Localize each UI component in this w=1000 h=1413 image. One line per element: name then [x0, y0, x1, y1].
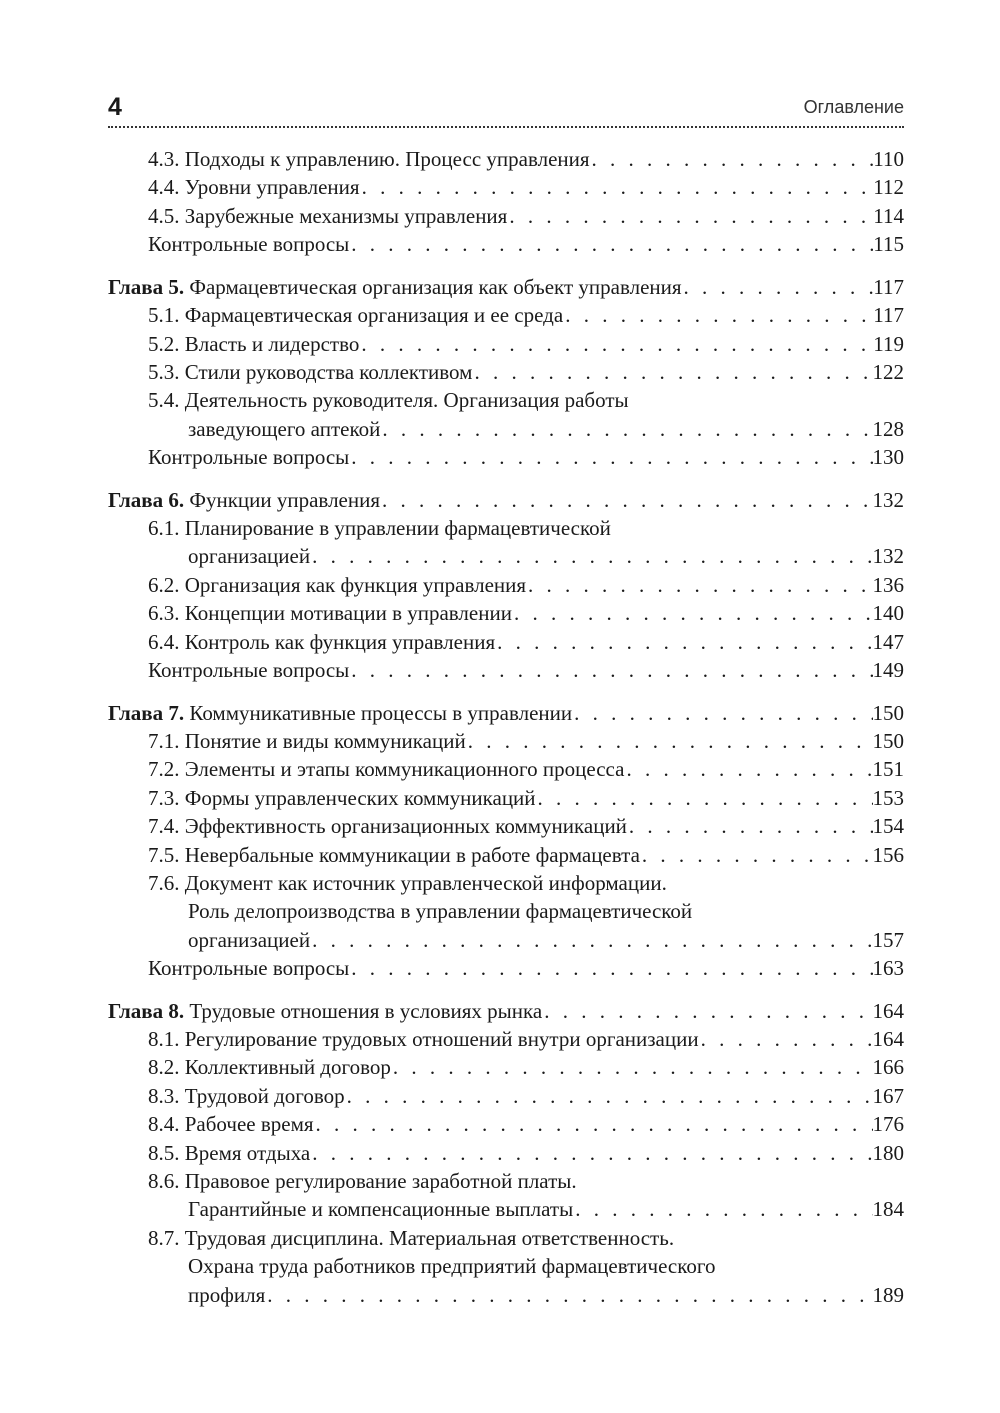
dot-leader: [349, 656, 872, 684]
toc-entry[interactable]: [108, 202, 904, 230]
toc-entry[interactable]: [108, 571, 904, 599]
toc-entry-title: [188, 1252, 715, 1280]
toc-entry[interactable]: [108, 1167, 904, 1195]
dot-leader: [573, 1195, 872, 1223]
entry-text: 8.7. Трудовая дисциплина. Материальная ответственность.: [148, 1225, 675, 1250]
toc-entry-title: [148, 812, 627, 840]
toc-entry[interactable]: [108, 727, 904, 755]
toc-entry-title: [108, 997, 542, 1025]
dot-leader: [345, 1082, 873, 1110]
chapter-label: Глава 5.: [108, 274, 185, 299]
toc-entry-title: [148, 1053, 391, 1081]
toc-entry[interactable]: [108, 386, 904, 414]
entry-text: 5.4. Деятельность руководителя. Организация работы: [148, 388, 629, 413]
toc-entry-title: [148, 784, 536, 812]
toc-entry-title: [148, 1139, 310, 1167]
toc-entry-title: [188, 542, 310, 570]
toc-entry[interactable]: [108, 443, 904, 471]
toc-page-number: 176: [872, 1112, 904, 1137]
running-title: Оглавление: [803, 97, 904, 117]
toc-entry[interactable]: [108, 358, 904, 386]
toc-entry-title: [188, 415, 380, 443]
toc-entry-title: [148, 230, 349, 258]
chapter-label: Глава 6.: [108, 487, 185, 512]
toc-page-number: 149: [872, 658, 904, 683]
toc-entry-title: [148, 628, 495, 656]
toc-page-number: 119: [873, 331, 904, 356]
toc-entry[interactable]: [108, 173, 904, 201]
toc-entry[interactable]: [108, 599, 904, 627]
dot-leader: [507, 202, 873, 230]
toc-entry-title: [108, 486, 380, 514]
toc-entry-title: [148, 1110, 314, 1138]
entry-text: 7.6. Документ как источник управленческой информации.: [148, 870, 667, 895]
toc-entry-title: [148, 869, 667, 897]
toc-page-number: 122: [872, 359, 904, 384]
dot-leader: [640, 841, 873, 869]
entry-text: 6.3. Концепции мотивации в управлении: [148, 601, 512, 626]
toc-entry[interactable]: [108, 869, 904, 897]
toc-chapter-entry[interactable]: [108, 486, 904, 514]
entry-text: организацией: [188, 544, 311, 569]
dot-leader: [349, 443, 872, 471]
toc-entry[interactable]: [108, 1281, 904, 1309]
dot-leader: [466, 727, 873, 755]
entry-text: Фармацевтическая организация как объект управления: [184, 274, 682, 299]
toc-entry-title: [148, 1167, 577, 1195]
entry-text: организацией: [188, 927, 311, 952]
toc-page-number: 140: [872, 601, 904, 626]
entry-text: 8.1. Регулирование трудовых отношений внутри организации: [148, 1027, 699, 1052]
toc-entry-title: [148, 841, 640, 869]
toc-page-number: 184: [872, 1197, 904, 1222]
toc-page-number: 154: [872, 814, 904, 839]
entry-text: 6.2. Организация как функция управления: [148, 572, 527, 597]
dot-leader: [526, 571, 872, 599]
toc-entry-title: [148, 954, 349, 982]
dot-leader: [495, 628, 872, 656]
dot-leader: [699, 1025, 873, 1053]
toc-chapter-entry[interactable]: [108, 997, 904, 1025]
entry-text: 5.1. Фармацевтическая организация и ее среда: [148, 303, 564, 328]
toc-entry[interactable]: [108, 812, 904, 840]
entry-text: 8.4. Рабочее время: [148, 1112, 314, 1137]
toc-entry[interactable]: [108, 1252, 904, 1280]
entry-text: Роль делопроизводства в управлении фармацевтической: [188, 899, 693, 924]
entry-text: Гарантийные и компенсационные выплаты: [188, 1197, 574, 1222]
toc-entry-title: [148, 145, 590, 173]
toc-entry-title: [188, 1195, 573, 1223]
entry-text: 6.1. Планирование в управлении фармацевтической: [148, 516, 611, 541]
table-of-contents: [108, 145, 904, 1309]
toc-entry[interactable]: [108, 1053, 904, 1081]
entry-text: профиля: [188, 1282, 266, 1307]
toc-entry[interactable]: [108, 1025, 904, 1053]
toc-page-number: 132: [872, 544, 904, 569]
toc-page-number: 166: [872, 1055, 904, 1080]
toc-entry-title: [148, 1224, 674, 1252]
toc-page-number: 167: [872, 1083, 904, 1108]
toc-entry-title: [148, 358, 472, 386]
entry-text: 7.1. Понятие и виды коммуникаций: [148, 728, 466, 753]
entry-text: Контрольные вопросы: [148, 956, 350, 981]
entry-text: 5.2. Власть и лидерство: [148, 331, 360, 356]
toc-page-number: 150: [872, 728, 904, 753]
toc-entry-title: [148, 330, 359, 358]
dot-leader: [349, 954, 872, 982]
toc-entry-title: [188, 926, 310, 954]
entry-text: 5.3. Стили руководства коллективом: [148, 359, 473, 384]
dot-leader: [627, 812, 873, 840]
entry-text: 7.3. Формы управленческих коммуникаций: [148, 785, 536, 810]
toc-entry[interactable]: [108, 542, 904, 570]
dot-leader: [310, 926, 872, 954]
dot-leader: [536, 784, 873, 812]
toc-entry-title: [148, 599, 512, 627]
toc-entry[interactable]: [108, 1082, 904, 1110]
entry-text: 4.3. Подходы к управлению. Процесс управления: [148, 147, 590, 171]
page-number: 4: [108, 93, 122, 121]
dot-leader: [310, 542, 872, 570]
toc-entry-title: [148, 514, 611, 542]
toc-page-number: 150: [872, 700, 904, 725]
dot-leader: [590, 145, 874, 173]
toc-page-number: 117: [873, 274, 904, 299]
toc-page-number: 164: [872, 1027, 904, 1052]
entry-text: Трудовые отношения в условиях рынка: [184, 998, 543, 1023]
entry-text: 8.2. Коллективный договор: [148, 1055, 391, 1080]
toc-entry-title: [148, 443, 349, 471]
toc-entry-title: [148, 727, 466, 755]
entry-text: 4.4. Уровни управления: [148, 175, 360, 200]
toc-page-number: 132: [872, 487, 904, 512]
toc-page-number: 157: [872, 927, 904, 952]
toc-entry-title: [148, 571, 526, 599]
toc-entry[interactable]: [108, 628, 904, 656]
entry-text: 7.5. Невербальные коммуникации в работе фармацевта: [148, 842, 640, 867]
toc-entry-title: [108, 273, 682, 301]
entry-text: Контрольные вопросы: [148, 445, 350, 470]
entry-text: Коммуникативные процессы в управлении: [184, 700, 573, 725]
page-header: [108, 92, 904, 126]
dot-leader: [472, 358, 872, 386]
toc-page-number: 110: [873, 147, 904, 171]
toc-entry-title: [148, 1025, 699, 1053]
toc-entry-title: [148, 656, 349, 684]
chapter-label: Глава 8.: [108, 998, 185, 1023]
entry-text: 6.4. Контроль как функция управления: [148, 629, 496, 654]
entry-text: 8.6. Правовое регулирование заработной платы.: [148, 1169, 577, 1194]
toc-entry[interactable]: [108, 1139, 904, 1167]
dot-leader: [563, 301, 873, 329]
entry-text: Функции управления: [184, 487, 381, 512]
toc-page-number: 112: [873, 175, 904, 200]
dot-leader: [380, 486, 872, 514]
toc-entry-title: [188, 897, 692, 925]
toc-entry[interactable]: [108, 926, 904, 954]
toc-entry-title: [108, 699, 572, 727]
entry-text: 8.3. Трудовой договор: [148, 1083, 345, 1108]
toc-page-number: 164: [872, 998, 904, 1023]
toc-page-number: 136: [872, 572, 904, 597]
toc-entry-title: [148, 301, 563, 329]
toc-entry[interactable]: [108, 1195, 904, 1223]
entry-text: заведующего аптекой: [188, 416, 381, 441]
toc-page-number: 163: [872, 956, 904, 981]
header-divider: [108, 126, 904, 128]
toc-entry-title: [148, 386, 629, 414]
toc-chapter-entry[interactable]: [108, 273, 904, 301]
entry-text: 7.2. Элементы и этапы коммуникационного процесса: [148, 757, 625, 782]
toc-entry[interactable]: [108, 1110, 904, 1138]
toc-entry[interactable]: [108, 784, 904, 812]
toc-entry[interactable]: [108, 755, 904, 783]
dot-leader: [682, 273, 874, 301]
toc-page-number: 151: [872, 757, 904, 782]
dot-leader: [624, 755, 872, 783]
dot-leader: [391, 1053, 873, 1081]
toc-page-number: 180: [872, 1140, 904, 1165]
entry-text: Контрольные вопросы: [148, 232, 350, 257]
toc-entry[interactable]: [108, 330, 904, 358]
dot-leader: [380, 415, 872, 443]
entry-text: 8.5. Время отдыха: [148, 1140, 311, 1165]
toc-page-number: 156: [872, 842, 904, 867]
dot-leader: [360, 173, 874, 201]
entry-text: 4.5. Зарубежные механизмы управления: [148, 203, 508, 228]
toc-entry[interactable]: [108, 230, 904, 258]
toc-entry[interactable]: [108, 301, 904, 329]
toc-page-number: 153: [872, 785, 904, 810]
toc-entry[interactable]: [108, 656, 904, 684]
toc-page-number: 189: [872, 1282, 904, 1307]
toc-entry-title: [148, 173, 360, 201]
toc-page-number: 115: [873, 232, 904, 257]
toc-entry-title: [148, 755, 624, 783]
dot-leader: [359, 330, 873, 358]
dot-leader: [572, 699, 872, 727]
toc-page-number: 117: [873, 303, 904, 328]
dot-leader: [512, 599, 873, 627]
toc-entry[interactable]: [108, 514, 904, 542]
toc-entry-title: [148, 202, 507, 230]
toc-entry[interactable]: [108, 954, 904, 982]
dot-leader: [310, 1139, 872, 1167]
entry-text: Охрана труда работников предприятий фармацевтического: [188, 1254, 716, 1279]
toc-entry-title: [188, 1281, 265, 1309]
toc-entry[interactable]: [108, 145, 904, 173]
chapter-label: Глава 7.: [108, 700, 185, 725]
toc-entry[interactable]: [108, 1224, 904, 1252]
dot-leader: [265, 1281, 872, 1309]
toc-page-number: 128: [872, 416, 904, 441]
toc-entry-title: [148, 1082, 345, 1110]
entry-text: Контрольные вопросы: [148, 658, 350, 683]
dot-leader: [314, 1110, 873, 1138]
toc-page-number: 114: [873, 203, 904, 228]
dot-leader: [542, 997, 872, 1025]
toc-chapter-entry[interactable]: [108, 699, 904, 727]
toc-page-number: 147: [872, 629, 904, 654]
toc-entry[interactable]: [108, 897, 904, 925]
toc-entry[interactable]: [108, 415, 904, 443]
dot-leader: [349, 230, 873, 258]
entry-text: 7.4. Эффективность организационных коммуникаций: [148, 814, 627, 839]
toc-page-number: 130: [872, 445, 904, 470]
toc-entry[interactable]: [108, 841, 904, 869]
